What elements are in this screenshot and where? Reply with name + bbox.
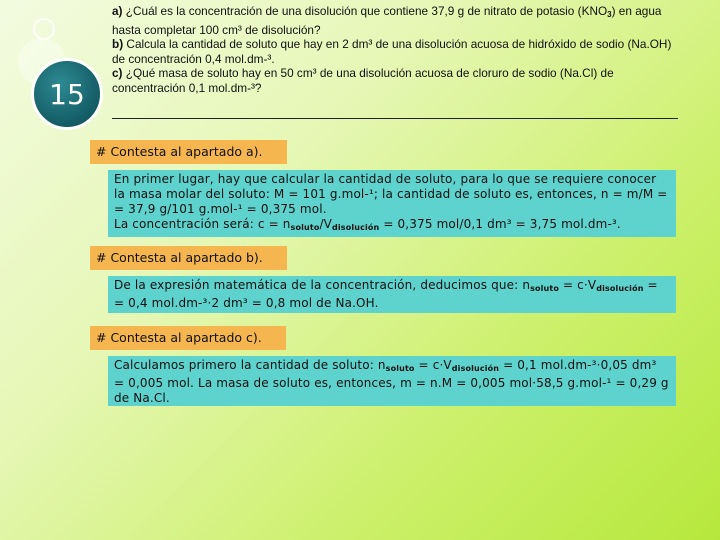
section-a-line2-text: La concentración será: c = n [114, 217, 291, 231]
section-b-sub-disolucion: disolución [596, 284, 644, 293]
question-a-text-1: ¿Cuál es la concentración de una disolución que contiene 37,9 g de nitrato de potasio (KNO [122, 4, 608, 18]
section-b-answer [108, 276, 676, 313]
section-c-text-1: Calculamos primero la cantidad de soluto: n [114, 358, 386, 372]
exercise-number-badge: 15 [31, 58, 103, 130]
section-a-header: # Contesta al apartado a). [90, 140, 287, 164]
question-text [112, 4, 678, 95]
question-c-text: ¿Qué masa de soluto hay en 50 cm³ de una disolución acuosa de cloruro de sodio (Na.Cl) de concentración 0,1 mol.dm-³? [112, 66, 614, 95]
section-c-text-2: = c·V [414, 358, 452, 372]
section-b-text-1: De la expresión matemática de la concentración, deducimos que: n [114, 278, 531, 292]
section-a-line2-text-c: = 0,375 mol/0,1 dm³ = 3,75 mol.dm-³. [379, 217, 621, 231]
section-a-sub-soluto: soluto [290, 223, 320, 232]
section-a-answer [108, 170, 676, 237]
section-b-sub-soluto: soluto [530, 284, 559, 293]
section-a-line1: En primer lugar, hay que calcular la cantidad de soluto, para lo que se requiere conocer la masa molar del soluto: M = 101 g.mol-¹; la cantidad de soluto es, entonces, n = m/M = = 37,9 g/101 g.mol-¹ = 0,375 mol. [114, 172, 668, 216]
question-c-label: c) [112, 66, 123, 80]
divider [112, 118, 678, 119]
section-c-answer [108, 356, 676, 406]
question-a-text-2: ) en agua hasta completar 100 cm³ de disolución? [112, 4, 662, 37]
section-a-line2-text-b: /V [319, 217, 333, 231]
section-c-sub-disolucion: disolución [451, 364, 500, 373]
section-c-header: # Contesta al apartado c). [90, 326, 286, 350]
question-a-sub: 3 [607, 10, 612, 19]
section-c-text-3: = 0,1 mol.dm-³·0,05 dm³ = 0,005 mol. La masa de soluto es, entonces, m = n.M = 0,005 mol·58,5 g.mol-¹ = 0,29 g de Na.Cl. [114, 358, 669, 405]
section-b-header: # Contesta al apartado b). [90, 246, 287, 270]
decor-ring [33, 18, 55, 40]
section-a-sub-disolucion: disolución [332, 223, 380, 232]
section-c-sub-soluto: soluto [385, 364, 415, 373]
section-a-line2 [114, 217, 670, 235]
section-b-text-2: = c·V [559, 278, 597, 292]
question-a-label: a) [112, 4, 123, 18]
question-b-label: b) [112, 37, 124, 51]
section-b-text-3: = = 0,4 mol.dm-³·2 dm³ = 0,8 mol de Na.OH. [114, 278, 658, 310]
question-b-text: Calcula la cantidad de soluto que hay en 2 dm³ de una disolución acuosa de hidróxido de sodio (Na.OH) de concentración 0,4 mol.dm-³. [112, 37, 672, 66]
